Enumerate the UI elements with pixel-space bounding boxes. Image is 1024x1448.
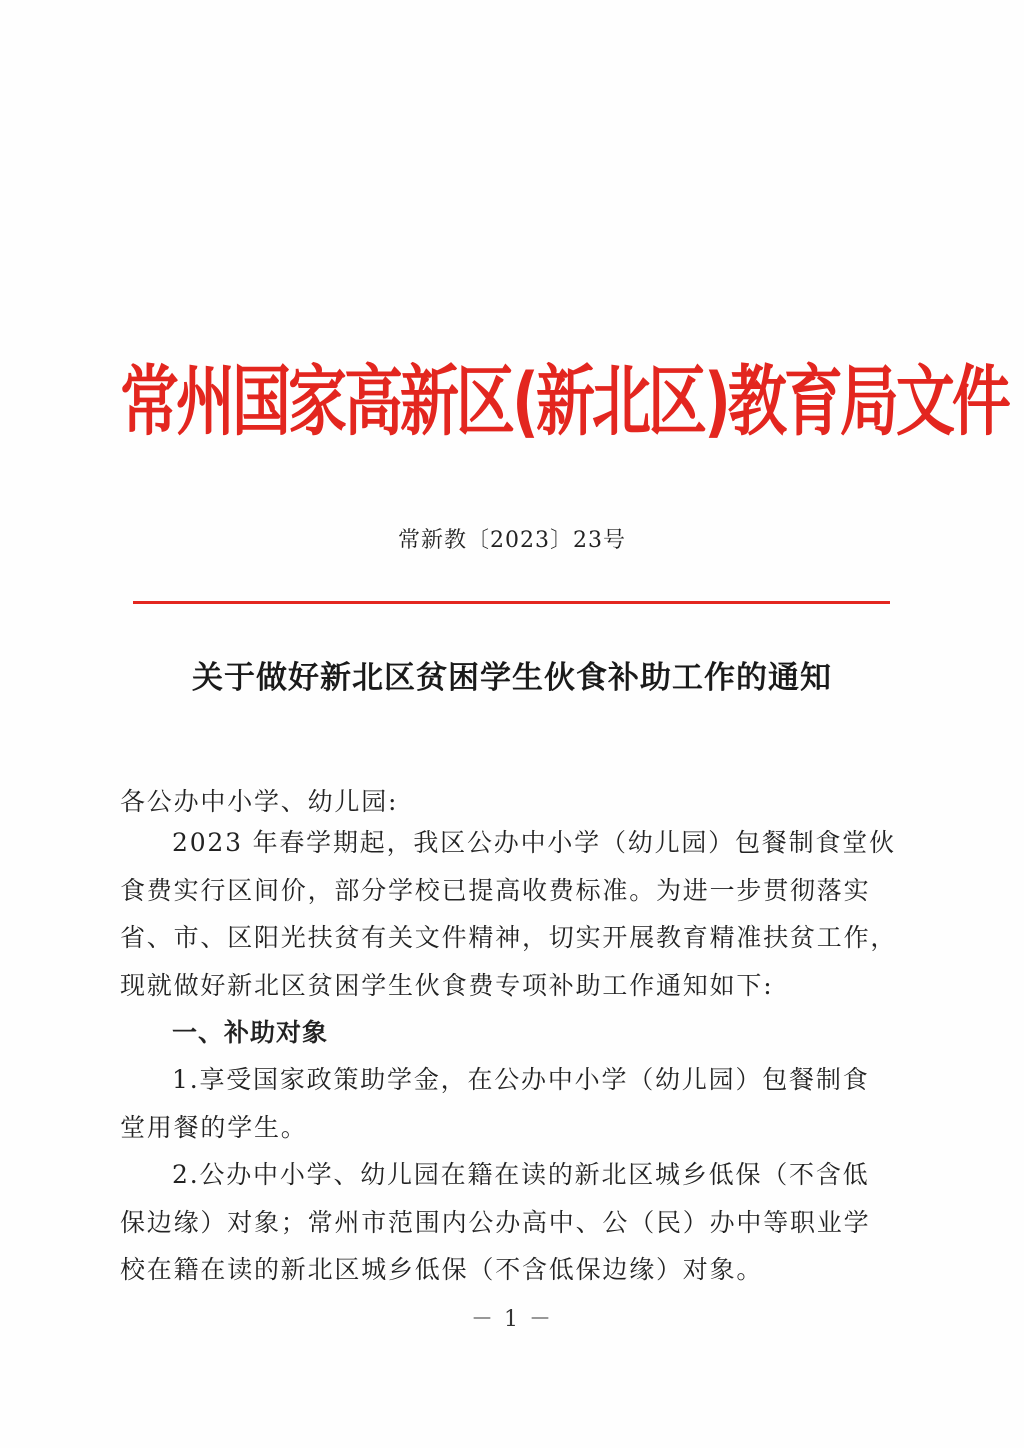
intro-line: 省、市、区阳光扶贫有关文件精神，切实开展教育精准扶贫工作， bbox=[120, 923, 898, 952]
item-2-line: 校在籍在读的新北区城乡低保（不含低保边缘）对象。 bbox=[120, 1255, 764, 1284]
red-divider-line bbox=[133, 601, 890, 604]
item-2-line: 2.公办中小学、幼儿园在籍在读的新北区城乡低保（不含低 bbox=[172, 1160, 870, 1189]
issuing-authority-header: 常州国家高新区(新北区)教育局文件 bbox=[120, 356, 1008, 447]
notice-title: 关于做好新北区贫困学生伙食补助工作的通知 bbox=[192, 660, 832, 696]
intro-line: 2023 年春学期起，我区公办中小学（幼儿园）包餐制食堂伙 bbox=[172, 828, 896, 857]
page-number: － 1 － bbox=[471, 1307, 553, 1332]
section-heading-1: 一、补助对象 bbox=[172, 1018, 329, 1047]
document-number: 常新教〔2023〕23号 bbox=[398, 528, 626, 553]
intro-line: 现就做好新北区贫困学生伙食费专项补助工作通知如下: bbox=[120, 971, 774, 1000]
salutation: 各公办中小学、幼儿园: bbox=[120, 787, 399, 816]
item-1-line: 1.享受国家政策助学金，在公办中小学（幼儿园）包餐制食 bbox=[172, 1065, 870, 1094]
item-1-line: 堂用餐的学生。 bbox=[120, 1113, 308, 1142]
item-2-line: 保边缘）对象；常州市范围内公办高中、公（民）办中等职业学 bbox=[120, 1208, 871, 1237]
intro-line: 食费实行区间价，部分学校已提高收费标准。为进一步贯彻落实 bbox=[120, 876, 871, 905]
